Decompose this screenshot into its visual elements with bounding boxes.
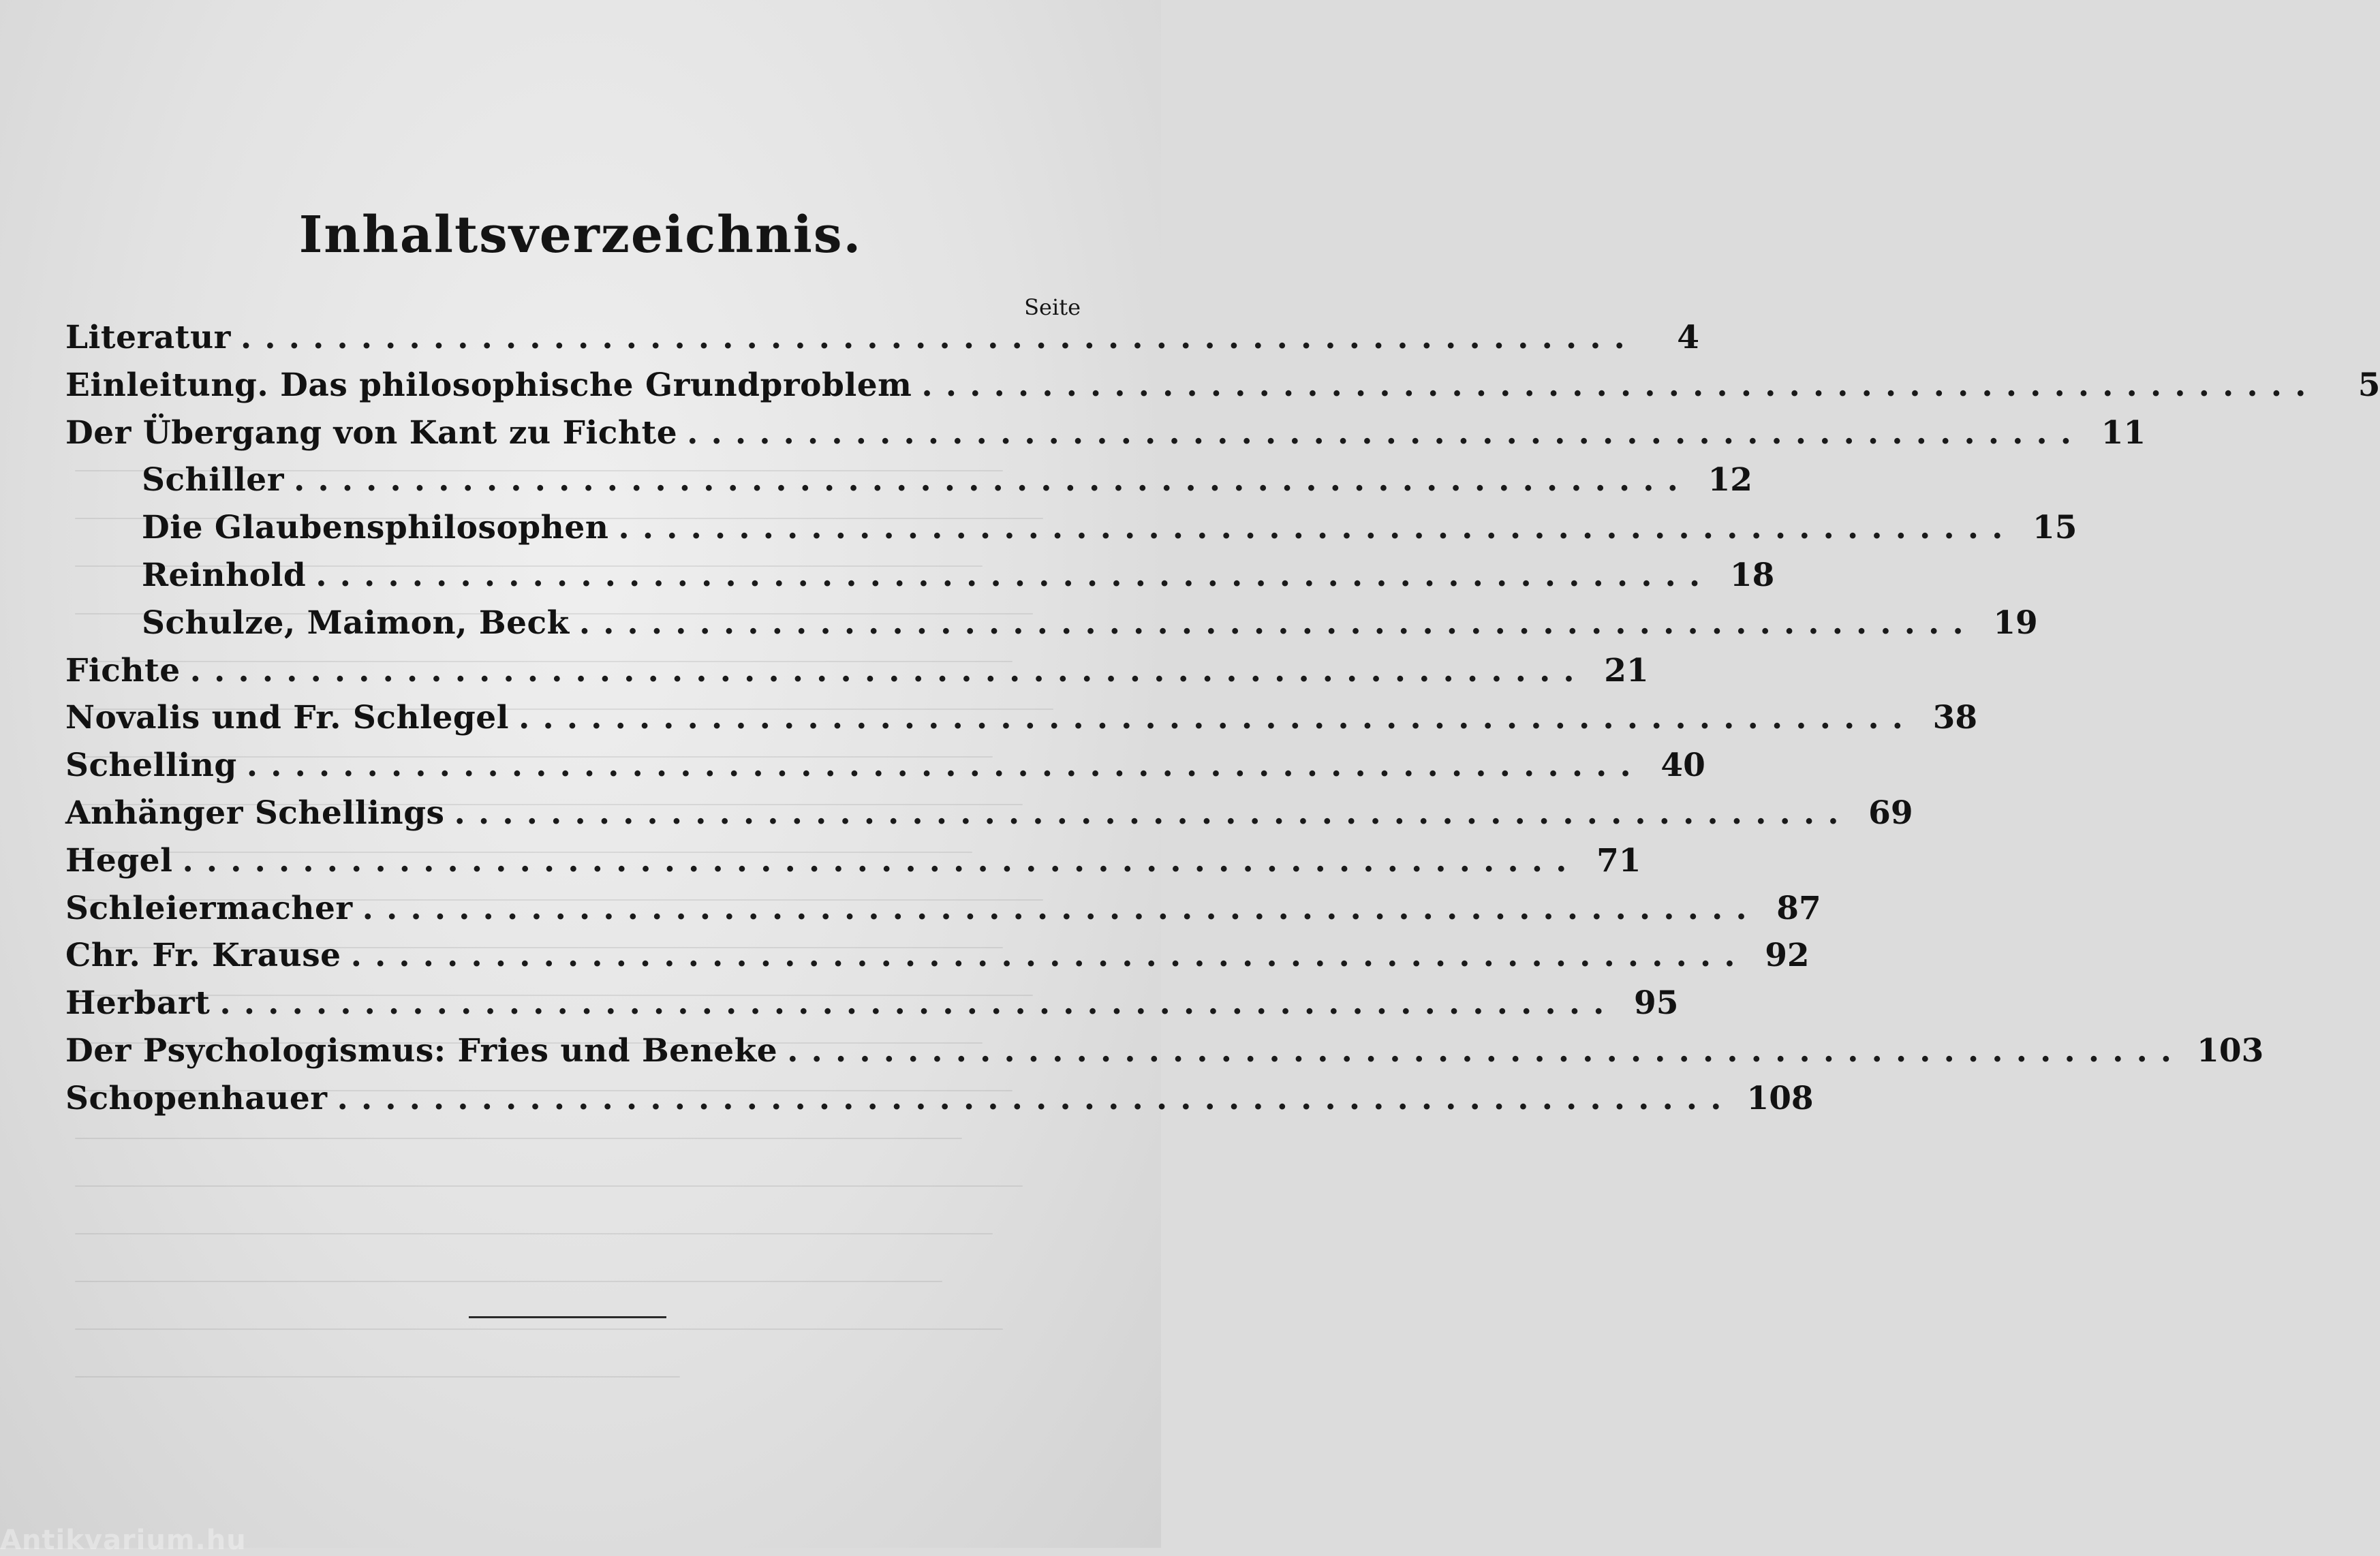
toc-entry-page: 103 [2197,1031,2264,1070]
toc-entry [65,366,2380,414]
toc-subentry [65,604,2038,652]
dot-leader: .......................................................... [578,604,1977,642]
toc-entry-page: 19 [1993,604,2038,642]
toc-entry-title: Reinhold [142,556,307,594]
toc-entry-page: 92 [1765,937,1810,975]
page-title: Inhaltsverzeichnis. [298,206,863,264]
toc-entry-page: 11 [2101,414,2146,452]
dot-leader: .......................................................... [240,319,1638,356]
dot-leader: .......................................................... [350,937,1748,975]
toc-entry-page: 40 [1660,747,1705,785]
dot-leader: .......................................................... [315,556,1714,594]
toc-entry-title: Herbart [65,984,211,1023]
dot-leader: .......................................................... [687,414,2085,452]
watermark: Antikvarium.hu [0,1525,247,1556]
dot-leader: .......................................................... [618,509,2016,547]
toc-entry-page: 18 [1729,556,1775,594]
dot-leader: .......................................................... [182,841,1580,880]
toc-entry-title: Anhänger Schellings [65,794,445,832]
toc-entry [65,651,1649,700]
toc-entry [65,889,1821,937]
toc-subentry [65,509,2077,557]
toc-entry-title: Chr. Fr. Krause [65,937,341,975]
toc-entry [65,794,1913,842]
toc-entry [65,1031,2264,1080]
toc-subentry [65,461,1753,509]
toc-entry-title: Novalis und Fr. Schlegel [65,699,509,737]
table-of-contents [65,319,2380,1127]
toc-entry [65,747,1705,794]
toc-entry [65,1079,1814,1127]
toc-entry-page: 4 [1677,319,1699,356]
toc-entry-page: 71 [1596,841,1641,880]
toc-entry-title: Schopenhauer [65,1079,328,1117]
toc-entry-title: Die Glaubensphilosophen [142,509,609,547]
toc-entry-title: Einleitung. Das philosophische Grundproblem [65,366,912,404]
dot-leader: .......................................................... [362,889,1760,927]
toc-entry-title: Schelling [65,747,237,785]
toc-entry [65,937,1810,984]
toc-entry-title: Der Psychologismus: Fries und Beneke [65,1031,778,1070]
closing-rule [469,1316,666,1318]
toc-entry-page: 12 [1707,461,1753,499]
dot-leader: .......................................................... [337,1079,1735,1117]
toc-entry [65,319,1699,367]
toc-entry [65,984,1679,1032]
dot-leader: .......................................................... [246,747,1644,785]
toc-entry [65,699,1978,747]
dot-leader: .......................................................... [519,699,1917,737]
toc-entry-title: Schiller [142,461,284,499]
toc-entry-title: Schleiermacher [65,889,353,927]
dot-leader: .......................................................... [787,1031,2185,1070]
toc-entry-page: 15 [2033,509,2077,547]
page-column-header: Seite [1024,294,1081,320]
dot-leader: .......................................................... [219,984,1618,1023]
dot-leader: .......................................................... [921,366,2319,404]
toc-entry-page: 108 [1746,1079,1814,1117]
toc-entry-page: 21 [1604,651,1649,689]
toc-entry-page: 69 [1868,794,1913,832]
toc-entry-page: 5 [2358,366,2380,404]
dot-leader: .......................................................... [189,651,1588,689]
dot-leader: .......................................................... [293,461,1692,499]
toc-entry-title: Schulze, Maimon, Beck [142,604,570,642]
toc-entry [65,414,2146,462]
toc-entry [65,841,1641,890]
toc-entry-title: Hegel [65,841,173,880]
toc-entry-title: Literatur [65,319,231,356]
toc-subentry [65,556,1775,604]
toc-entry-title: Der Übergang von Kant zu Fichte [65,414,678,452]
toc-entry-title: Fichte [65,651,181,689]
toc-entry-page: 38 [1932,699,1978,737]
toc-entry-page: 87 [1776,889,1821,927]
dot-leader: .......................................................... [454,794,1852,832]
toc-entry-page: 95 [1634,984,1679,1023]
